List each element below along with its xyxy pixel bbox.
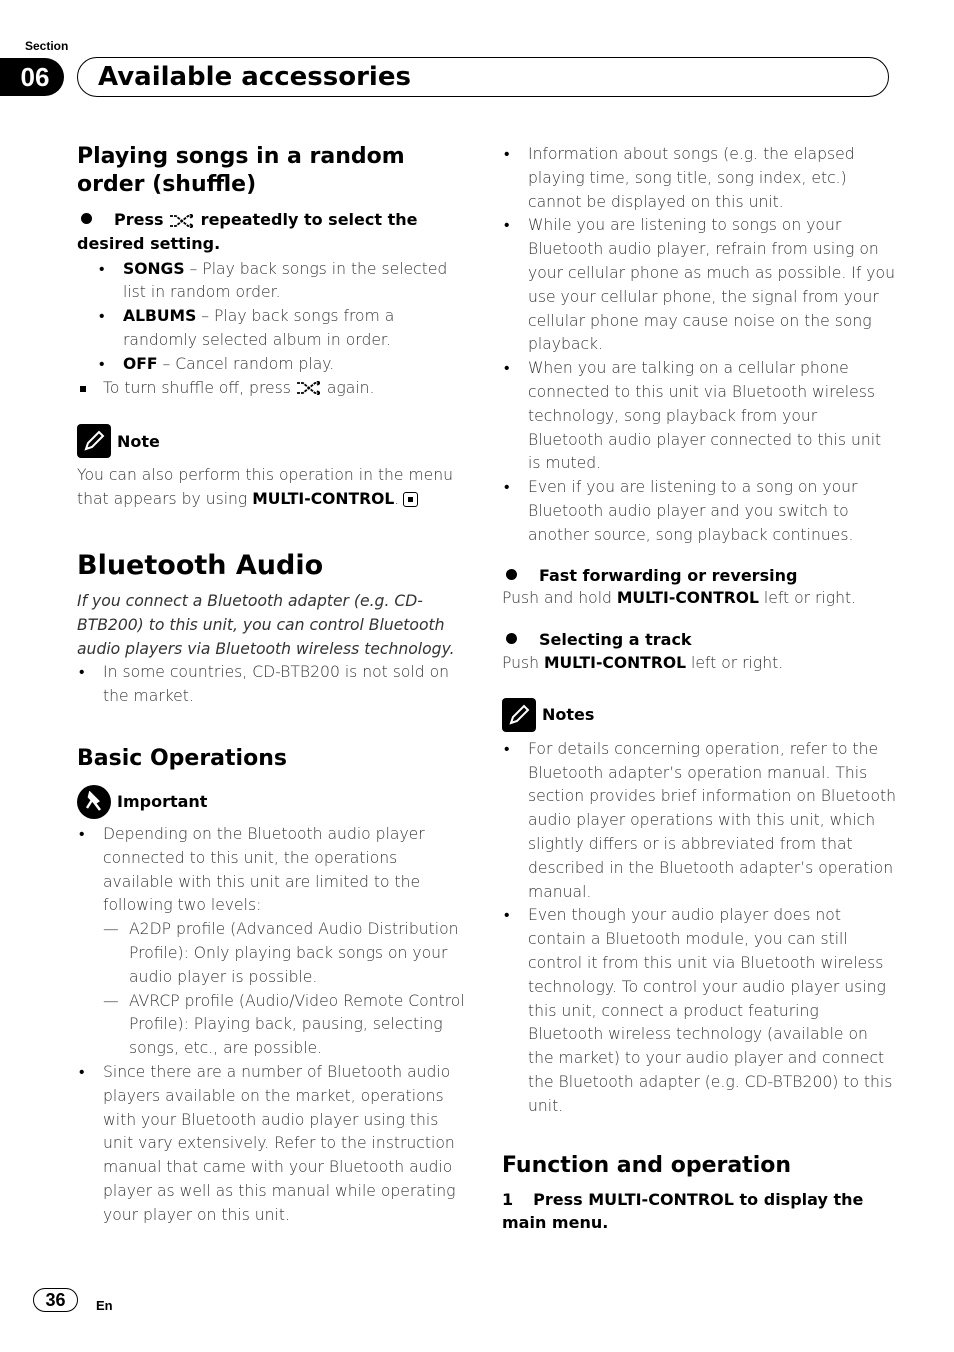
profile-level: — AVRCP profile (Audio/Video Remote Control Profile): Playing back, pausing, selecting songs, etc., are possible. [77, 990, 472, 1061]
info-bullet: • While you are listening to songs on your Bluetooth audio player, refrain from using on your cellular phone as much as possible. If you use your cellular phone, the signal from your cellular phone may cause noise on the song playback. [502, 214, 897, 357]
notes-title: Notes [542, 705, 595, 725]
function-heading: Function and operation [502, 1153, 792, 1179]
note-title: Note [117, 431, 160, 451]
step-bullet-icon [506, 633, 517, 644]
note-text-part: You can also perform this operation in the menu that appears by using [77, 466, 454, 509]
select-bold: MULTI-CONTROL [543, 653, 687, 672]
shuffle-heading: Playing songs in a random order (shuffle) [77, 144, 405, 197]
bluetooth-intro: If you connect a Bluetooth adapter (e.g. CD-BTB200) to this unit, you can control Bluetooth audio players via Bluetooth wireless technology. [77, 592, 455, 658]
option-text: – Play back songs from a randomly selected album in order. [123, 307, 395, 349]
section-label: Section [25, 39, 69, 53]
language-label: En [96, 1298, 113, 1313]
bluetooth-heading: Bluetooth Audio [77, 550, 324, 581]
step-bullet-icon [506, 569, 517, 580]
step-text: repeatedly to select the desired setting. [77, 210, 418, 253]
select-heading [502, 628, 897, 652]
option-text: – Play back songs in the selected list in random order. [123, 259, 448, 302]
step-bullet-icon [81, 213, 92, 224]
step-text: Press MULTI-CONTROL to display the main menu. [502, 1190, 864, 1233]
function-step [502, 1188, 897, 1234]
info-bullet: • Information about songs (e.g. the elapsed playing time, song title, song index, etc.) cannot be displayed on this unit. [502, 143, 897, 214]
note-bold: MULTI-CONTROL [252, 490, 395, 509]
option-text: – Cancel random play. [157, 354, 335, 373]
intro-bullet: • In some countries, CD-BTB200 is not sold on the market. [77, 661, 472, 709]
note-item: • For details concerning operation, refer to the Bluetooth adapter’s operation manual. This section provides brief information on Bluetooth audio player operations with this unit, which slightly differs or is abbreviated from that described in the Bluetooth adapter’s operation manual. [502, 738, 897, 905]
ff-text [502, 587, 897, 611]
select-text-part: Push [502, 653, 544, 672]
important-item: • Since there are a number of Bluetooth audio players available on the market, operations with your Bluetooth audio player using this unit vary extensively. Refer to the instruction manual that came with your Bluetooth audio player as well as this manual while operating your player on this unit. [77, 1061, 472, 1228]
notes-header [502, 698, 897, 732]
chapter-title-text: Available accessories [98, 62, 411, 92]
shuffle-step [77, 208, 472, 256]
tip-text: again. [326, 378, 375, 397]
option-key: OFF [123, 354, 158, 373]
option-off [77, 353, 472, 377]
right-column [502, 143, 897, 1234]
ff-text-part: left or right. [758, 589, 857, 608]
note-header [77, 424, 472, 458]
end-mark-icon [403, 492, 418, 507]
info-bullet: • When you are talking on a cellular phone connected to this unit via Bluetooth wireless technology, song playback from your Bluetooth audio player connected to this unit is muted. [502, 357, 897, 476]
note-item: • Even though your audio player does not contain a Bluetooth module, you can still control it from this unit via Bluetooth wireless technology. To control your audio player using this unit, connect a product featuring Bluetooth wireless technology (available on the market) to your audio player and connect the Bluetooth adapter (e.g. CD-BTB200) to this unit. [502, 904, 897, 1118]
option-key: SONGS [123, 259, 185, 278]
pencil-icon [77, 424, 111, 458]
bluetooth-section [77, 550, 472, 1228]
step-text: Press [114, 210, 164, 229]
note-text [77, 464, 472, 512]
important-title: Important [117, 792, 208, 812]
option-songs [77, 258, 472, 306]
select-heading-text: Selecting a track [539, 630, 692, 650]
ff-heading-text: Fast forwarding or reversing [539, 565, 798, 585]
important-item: • Depending on the Bluetooth audio player connected to this unit, the operations available with this unit are limited to the following two levels: [77, 823, 472, 918]
profile-level: — A2DP profile (Advanced Audio Distribution Profile): Only playing back songs on your audio player is possible. [77, 918, 472, 989]
shuffle-icon [169, 214, 195, 228]
shuffle-section [77, 143, 472, 512]
ff-bold: MULTI-CONTROL [616, 589, 759, 608]
chapter-title [77, 57, 889, 97]
basic-operations-heading: Basic Operations [77, 745, 287, 771]
ff-heading [502, 564, 897, 588]
section-number: 06 [0, 58, 64, 96]
important-header [77, 785, 472, 819]
select-text [502, 652, 897, 676]
info-bullet: • Even if you are listening to a song on your Bluetooth audio player and you switch to another source, song playback continues. [502, 476, 897, 547]
option-albums [77, 305, 472, 353]
shuffle-off-tip [77, 377, 472, 401]
pushpin-icon [77, 785, 111, 819]
note-text-part: . [394, 490, 400, 509]
pencil-icon [502, 698, 536, 732]
option-key: ALBUMS [123, 307, 197, 326]
select-text-part: left or right. [686, 653, 784, 672]
ff-text-part: Push and hold [502, 589, 617, 608]
step-number: 1 [502, 1190, 514, 1210]
page-number: 36 [33, 1288, 78, 1312]
shuffle-icon [296, 381, 322, 395]
tip-text: To turn shuffle off, press [103, 378, 291, 397]
